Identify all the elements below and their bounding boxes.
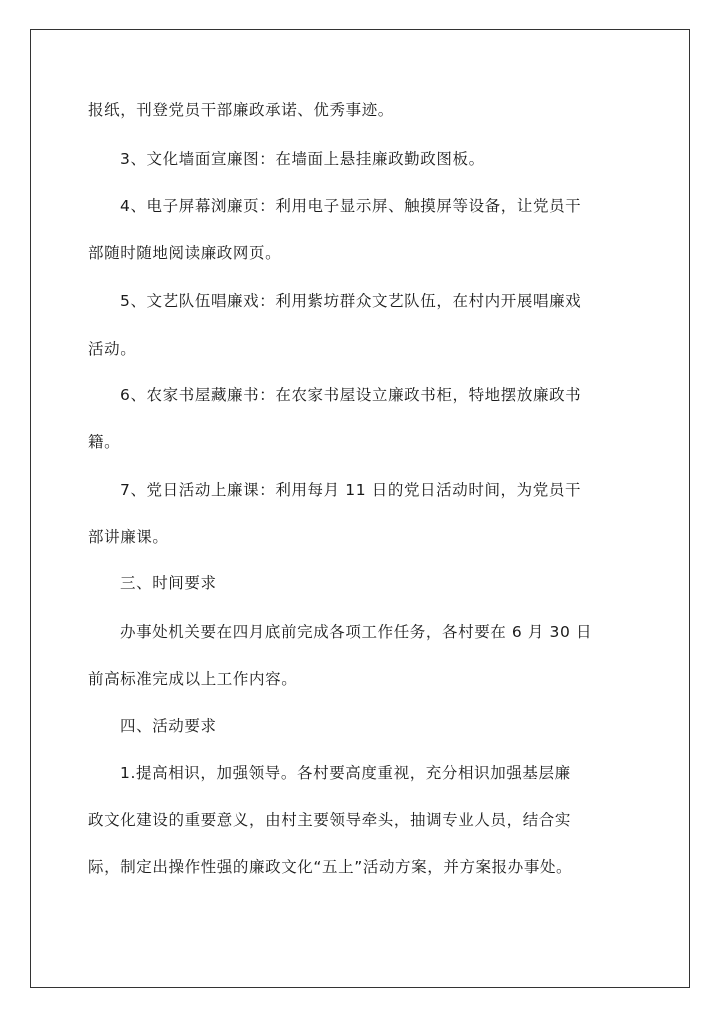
paragraph-line: 报纸，刊登党员干部廉政承诺、优秀事迹。 bbox=[88, 101, 394, 119]
paragraph-line: 活动。 bbox=[88, 340, 137, 358]
section-heading: 四、活动要求 bbox=[120, 717, 217, 735]
paragraph-line: 办事处机关要在四月底前完成各项工作任务，各村要在 6 月 30 日 bbox=[120, 623, 593, 641]
page-border bbox=[30, 29, 690, 988]
paragraph-line: 前高标准完成以上工作内容。 bbox=[88, 670, 298, 688]
paragraph-line: 5、文艺队伍唱廉戏：利用紫坊群众文艺队伍，在村内开展唱廉戏 bbox=[120, 292, 582, 310]
paragraph-line: 4、电子屏幕浏廉页：利用电子显示屏、触摸屏等设备，让党员干 bbox=[120, 197, 582, 215]
paragraph-line: 3、文化墙面宣廉图：在墙面上悬挂廉政勤政图板。 bbox=[120, 150, 485, 168]
paragraph-line: 籍。 bbox=[88, 433, 121, 451]
paragraph-line: 际，制定出操作性强的廉政文化“五上”活动方案，并方案报办事处。 bbox=[88, 858, 573, 876]
paragraph-line: 部随时随地阅读廉政网页。 bbox=[88, 244, 282, 262]
paragraph-line: 1.提高相识，加强领导。各村要高度重视，充分相识加强基层廉 bbox=[120, 764, 571, 782]
paragraph-line: 政文化建设的重要意义，由村主要领导牵头，抽调专业人员，结合实 bbox=[88, 811, 572, 829]
paragraph-line: 7、党日活动上廉课：利用每月 11 日的党日活动时间，为党员干 bbox=[120, 481, 582, 499]
section-heading: 三、时间要求 bbox=[120, 574, 217, 592]
paragraph-line: 6、农家书屋藏廉书：在农家书屋设立廉政书柜，特地摆放廉政书 bbox=[120, 386, 582, 404]
paragraph-line: 部讲廉课。 bbox=[88, 528, 169, 546]
